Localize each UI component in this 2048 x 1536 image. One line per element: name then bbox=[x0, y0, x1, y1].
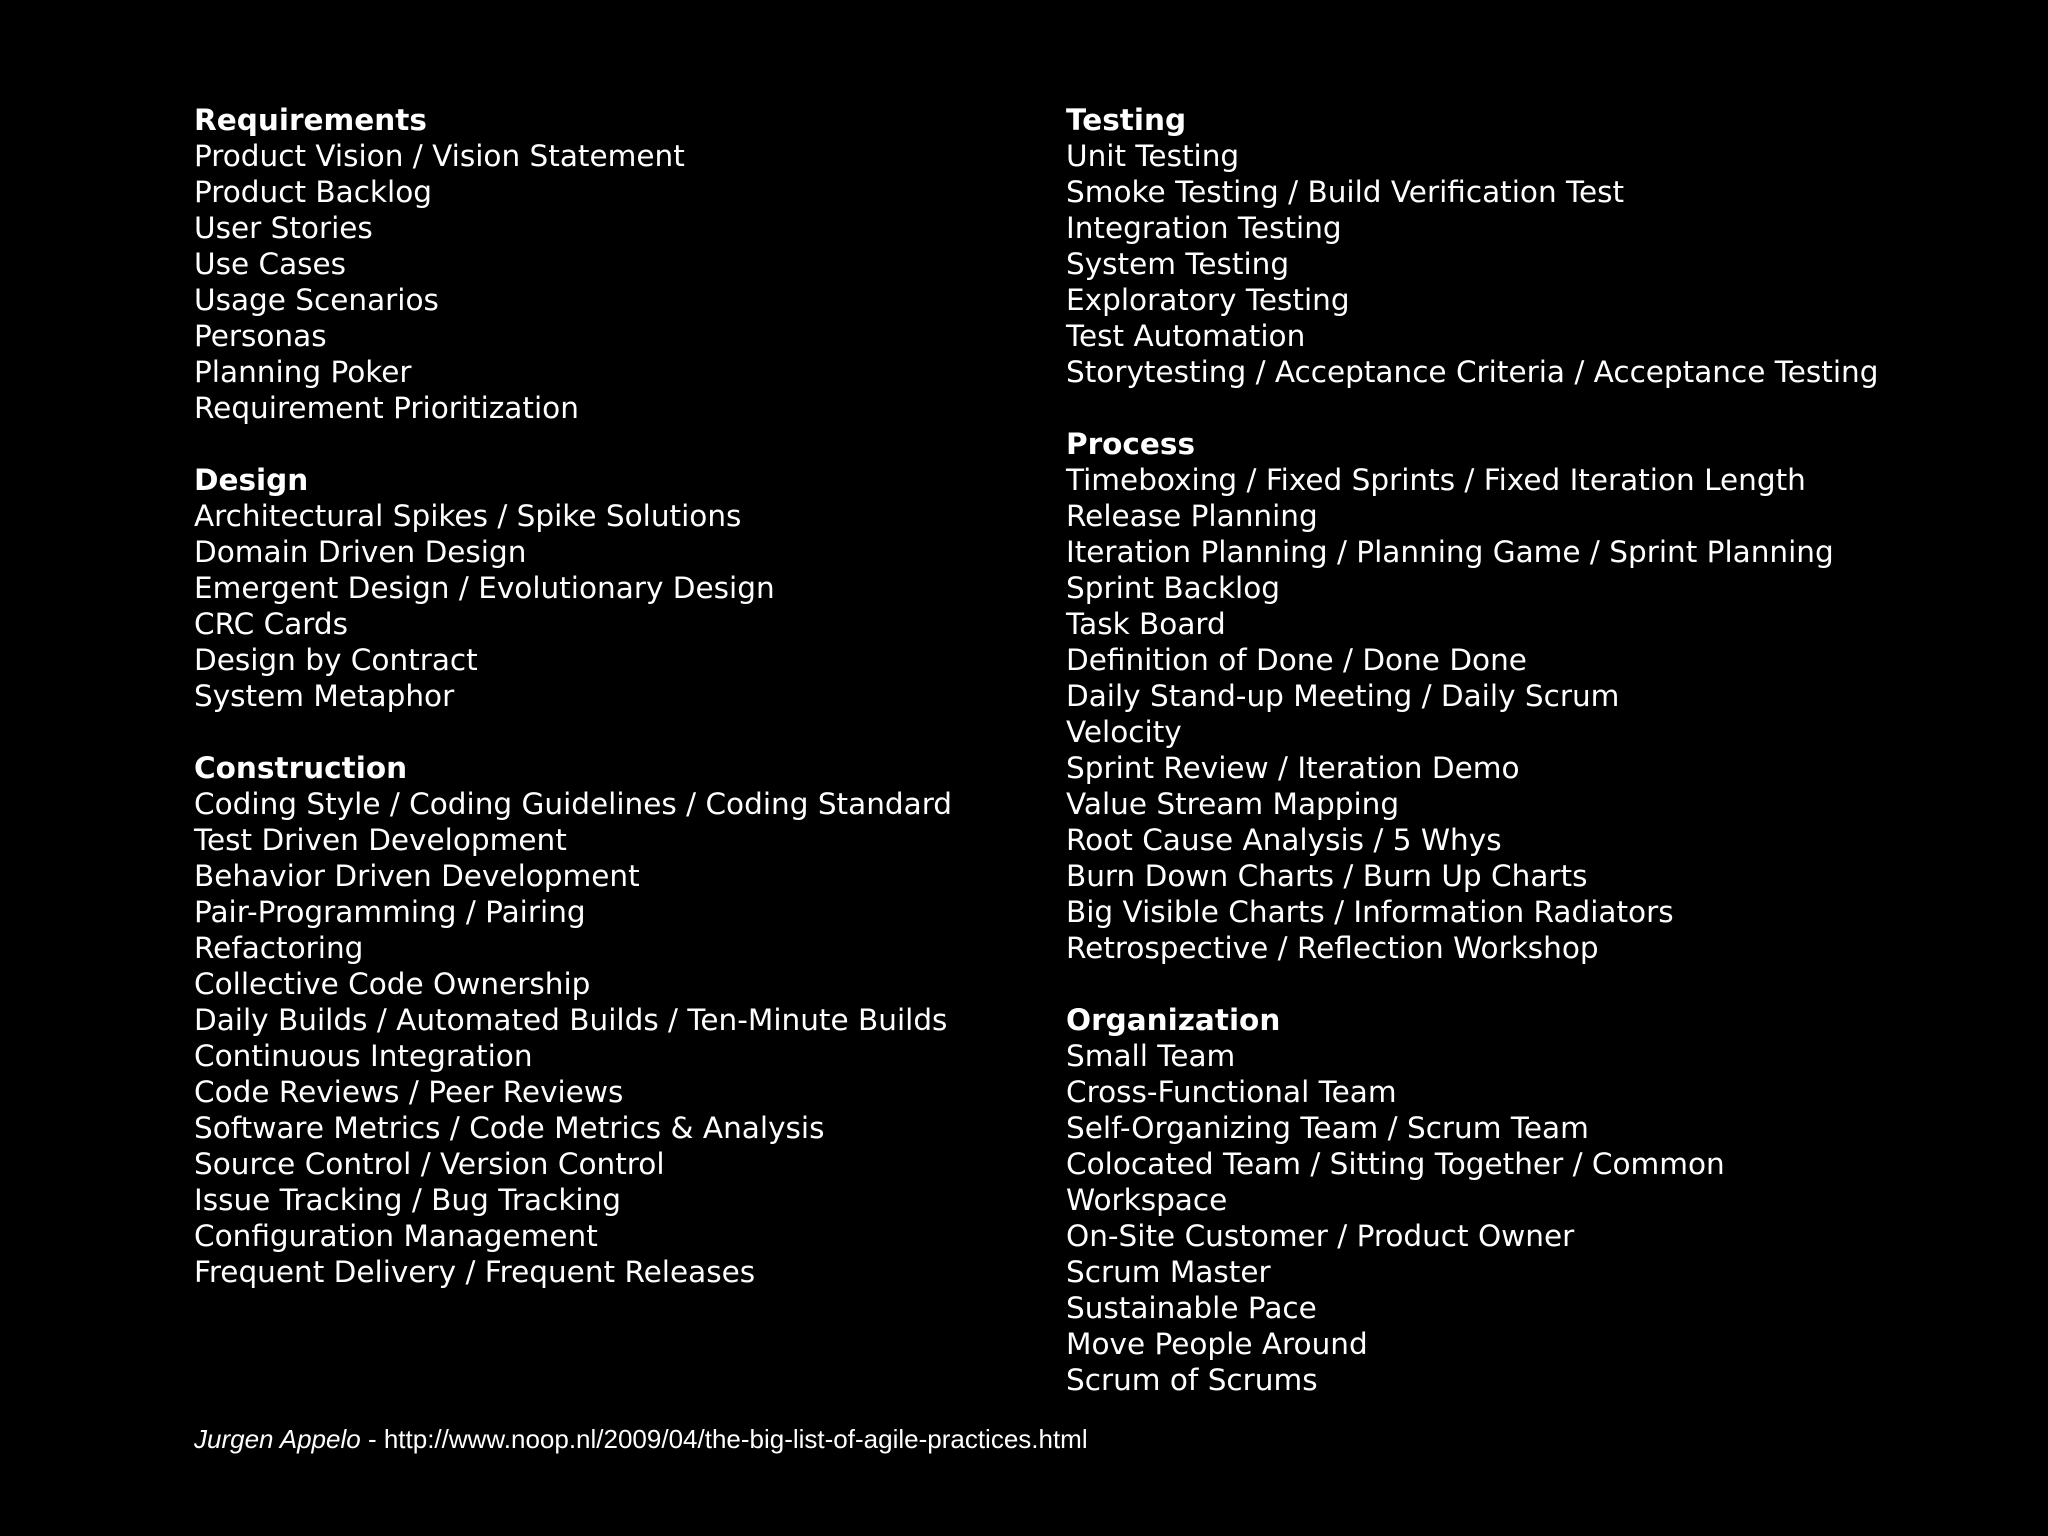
practice-item: CRC Cards bbox=[194, 607, 348, 641]
practice-item: System Metaphor bbox=[194, 679, 455, 713]
practice-item: Definition of Done / Done Done bbox=[1066, 643, 1527, 677]
practice-item: On-Site Customer / Product Owner bbox=[1066, 1219, 1575, 1253]
practice-list bbox=[194, 138, 1044, 426]
practice-item: Big Visible Charts / Information Radiators bbox=[1066, 895, 1674, 929]
practice-item: Behavior Driven Development bbox=[194, 859, 640, 893]
footer-url: http://www.noop.nl/2009/04/the-big-list-of-agile-practices.html bbox=[383, 1424, 1088, 1454]
practice-item: Exploratory Testing bbox=[1066, 283, 1350, 317]
section-heading: Requirements bbox=[194, 103, 427, 137]
attribution-footer bbox=[194, 1422, 1088, 1456]
practice-item: Planning Poker bbox=[194, 355, 412, 389]
footer-author: Jurgen Appelo bbox=[194, 1424, 361, 1454]
section-process bbox=[1066, 426, 2006, 966]
section-heading: Construction bbox=[194, 751, 408, 785]
practice-item: Code Reviews / Peer Reviews bbox=[194, 1075, 624, 1109]
practice-item: Issue Tracking / Bug Tracking bbox=[194, 1183, 622, 1217]
practice-item: Daily Builds / Automated Builds / Ten-Minute Builds bbox=[194, 1003, 948, 1037]
practice-item: User Stories bbox=[194, 211, 373, 245]
practice-item: Smoke Testing / Build Verification Test bbox=[1066, 175, 1625, 209]
practice-item: Test Driven Development bbox=[194, 823, 567, 857]
practice-item: Personas bbox=[194, 319, 327, 353]
practice-item: Coding Style / Coding Guidelines / Coding Standard bbox=[194, 787, 953, 821]
practice-item: Software Metrics / Code Metrics & Analysis bbox=[194, 1111, 825, 1145]
practice-item: Sprint Review / Iteration Demo bbox=[1066, 751, 1520, 785]
practice-item: Storytesting / Acceptance Criteria / Acceptance Testing bbox=[1066, 355, 1879, 389]
practice-item: Domain Driven Design bbox=[194, 535, 527, 569]
practice-item: Product Vision / Vision Statement bbox=[194, 139, 685, 173]
practice-list bbox=[194, 498, 1044, 714]
practice-item: Scrum of Scrums bbox=[1066, 1363, 1318, 1397]
section-requirements bbox=[194, 102, 1044, 426]
practice-item: Workspace bbox=[1066, 1183, 1228, 1217]
practice-item: Configuration Management bbox=[194, 1219, 598, 1253]
practice-item: Small Team bbox=[1066, 1039, 1236, 1073]
practice-item: Use Cases bbox=[194, 247, 347, 281]
practice-item: System Testing bbox=[1066, 247, 1290, 281]
section-testing bbox=[1066, 102, 2006, 390]
practice-list bbox=[1066, 462, 2006, 966]
practice-item: Velocity bbox=[1066, 715, 1182, 749]
practice-item: Refactoring bbox=[194, 931, 364, 965]
practice-item: Architectural Spikes / Spike Solutions bbox=[194, 499, 742, 533]
practice-item: Emergent Design / Evolutionary Design bbox=[194, 571, 775, 605]
practice-item: Iteration Planning / Planning Game / Sprint Planning bbox=[1066, 535, 1834, 569]
practice-item: Collective Code Ownership bbox=[194, 967, 591, 1001]
practice-item: Design by Contract bbox=[194, 643, 478, 677]
section-heading: Organization bbox=[1066, 1003, 1281, 1037]
practice-item: Task Board bbox=[1066, 607, 1226, 641]
practice-item: Product Backlog bbox=[194, 175, 432, 209]
practice-item: Test Automation bbox=[1066, 319, 1306, 353]
practice-item: Self-Organizing Team / Scrum Team bbox=[1066, 1111, 1589, 1145]
section-heading: Process bbox=[1066, 427, 1196, 461]
practice-item: Sprint Backlog bbox=[1066, 571, 1281, 605]
practice-item: Integration Testing bbox=[1066, 211, 1342, 245]
practice-item: Usage Scenarios bbox=[194, 283, 439, 317]
practice-item: Retrospective / Reflection Workshop bbox=[1066, 931, 1599, 965]
footer-separator: - bbox=[360, 1424, 384, 1454]
right-column bbox=[1066, 102, 2006, 1434]
practice-item: Colocated Team / Sitting Together / Common bbox=[1066, 1147, 1725, 1181]
practice-item: Unit Testing bbox=[1066, 139, 1240, 173]
practice-item: Value Stream Mapping bbox=[1066, 787, 1400, 821]
section-heading: Design bbox=[194, 463, 309, 497]
practice-item: Release Planning bbox=[1066, 499, 1318, 533]
practice-item: Move People Around bbox=[1066, 1327, 1368, 1361]
section-construction bbox=[194, 750, 1044, 1290]
practice-item: Daily Stand-up Meeting / Daily Scrum bbox=[1066, 679, 1620, 713]
practice-item: Root Cause Analysis / 5 Whys bbox=[1066, 823, 1502, 857]
practice-item: Scrum Master bbox=[1066, 1255, 1271, 1289]
practice-item: Frequent Delivery / Frequent Releases bbox=[194, 1255, 756, 1289]
section-heading: Testing bbox=[1066, 103, 1187, 137]
section-organization bbox=[1066, 1002, 2006, 1398]
practice-list bbox=[194, 786, 1044, 1290]
section-design bbox=[194, 462, 1044, 714]
practice-item: Sustainable Pace bbox=[1066, 1291, 1317, 1325]
practice-list bbox=[1066, 1038, 2006, 1398]
practice-item: Continuous Integration bbox=[194, 1039, 533, 1073]
practice-item: Pair-Programming / Pairing bbox=[194, 895, 586, 929]
practice-item: Burn Down Charts / Burn Up Charts bbox=[1066, 859, 1588, 893]
practice-item: Cross-Functional Team bbox=[1066, 1075, 1397, 1109]
practice-list bbox=[1066, 138, 2006, 390]
practice-item: Timeboxing / Fixed Sprints / Fixed Iteration Length bbox=[1066, 463, 1806, 497]
practice-item: Requirement Prioritization bbox=[194, 391, 579, 425]
left-column bbox=[194, 102, 1044, 1326]
practice-item: Source Control / Version Control bbox=[194, 1147, 665, 1181]
